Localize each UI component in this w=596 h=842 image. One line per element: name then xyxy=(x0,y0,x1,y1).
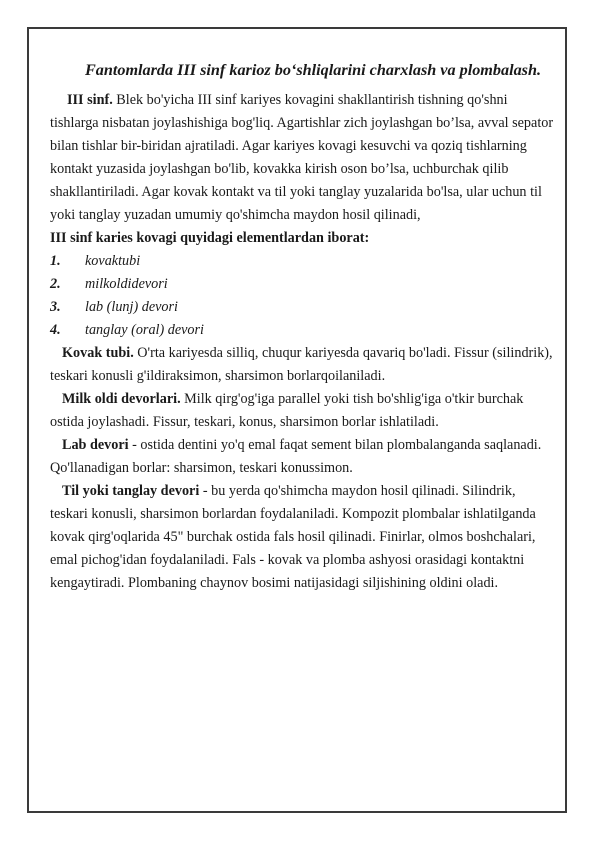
section-label: Til yoki tanglay devori xyxy=(62,483,200,499)
list-item-text: tanglay (oral) devori xyxy=(85,322,204,338)
list-item-number: 2. xyxy=(50,276,61,292)
elements-list xyxy=(50,250,555,342)
list-item xyxy=(50,273,555,296)
list-item xyxy=(50,250,555,273)
section-text: - ostida dentini yo'q emal faqat sement bilan plombalanganda saqlanadi. Qo'llanadigan borlar: sharsimon, teskari konussimon. xyxy=(50,437,542,476)
section-text: O'rta kariyesda silliq, chuqur kariyesda qavariq bo'ladi. Fissur (silindrik), teskari konusli g'ildiraksimon, sharsimon borlarqoilaniladi. xyxy=(50,345,553,384)
document-body xyxy=(50,52,555,595)
section-milk-oldi xyxy=(50,388,555,434)
section-kovak-tubi xyxy=(50,342,555,388)
list-item-text: lab (lunj) devori xyxy=(85,299,178,315)
intro-text: Blek bo'yicha III sinf kariyes kovagini shakllantirish tishning qo'shni tishlarga nisbatan joylashishiga bog'liq. Agartishlar zich joylashgan bo’lsa, avval sepator bilan tishlar bir-biridan ajratiladi. Agar kariyes kovagi kesuvchi va qoziq tishlarning kontakt yuzasida joylashgan bo'lib, kovakka kirish oson bo’lsa, uchburchak qilib shakllantiriladi. Agar kovak kontakt va til yoki tanglay yuzalarida bo'lsa, ular uchun til yoki tanglay yuzadan umumiy qo'shimcha maydon hosil qilinadi, xyxy=(50,92,554,223)
section-text: - bu yerda qo'shimcha maydon hosil qilinadi. Silindrik, teskari konusli, sharsimon borlardan foydalaniladi. Kompozit plombalar ishlatilganda kovak qirg'oqlarida 45" burchak ostida fals hosil qilinadi. Finirlar, olmos boshchalari, emal pichog'idan foydalaniladi. Fals - kovak va plomba ashyosi orasidagi kontaktni kengaytiradi. Plombaning chaynov bosimi natijasidagi siljishining oldini oladi. xyxy=(50,483,536,591)
document-title: Fantomlarda III sinf karioz bo‘shliqlarini charxlash va plombalash. xyxy=(84,61,542,79)
list-heading: III sinf karies kovagi quyidagi elementlardan iborat: xyxy=(50,230,370,246)
list-item-text: kovaktubi xyxy=(85,253,141,269)
section-label: Lab devori xyxy=(62,437,129,453)
list-item xyxy=(50,296,555,319)
list-item-number: 1. xyxy=(50,253,61,269)
section-label: Milk oldi devorlari. xyxy=(62,391,181,407)
intro-label: III sinf. xyxy=(67,92,113,108)
list-item xyxy=(50,319,555,342)
section-lab-devori xyxy=(50,434,555,480)
section-til-devori xyxy=(50,480,555,595)
list-item-number: 4. xyxy=(50,322,61,338)
list-item-number: 3. xyxy=(50,299,61,315)
list-item-text: milkoldidevori xyxy=(85,276,168,292)
section-label: Kovak tubi. xyxy=(62,345,134,361)
section-text: Milk qirg'og'iga parallel yoki tish bo'shlig'iga o'tkir burchak ostida joylashadi. Fissur, teskari, konus, sharsimon borlar ishlatiladi. xyxy=(50,391,524,430)
intro-paragraph xyxy=(50,89,555,227)
